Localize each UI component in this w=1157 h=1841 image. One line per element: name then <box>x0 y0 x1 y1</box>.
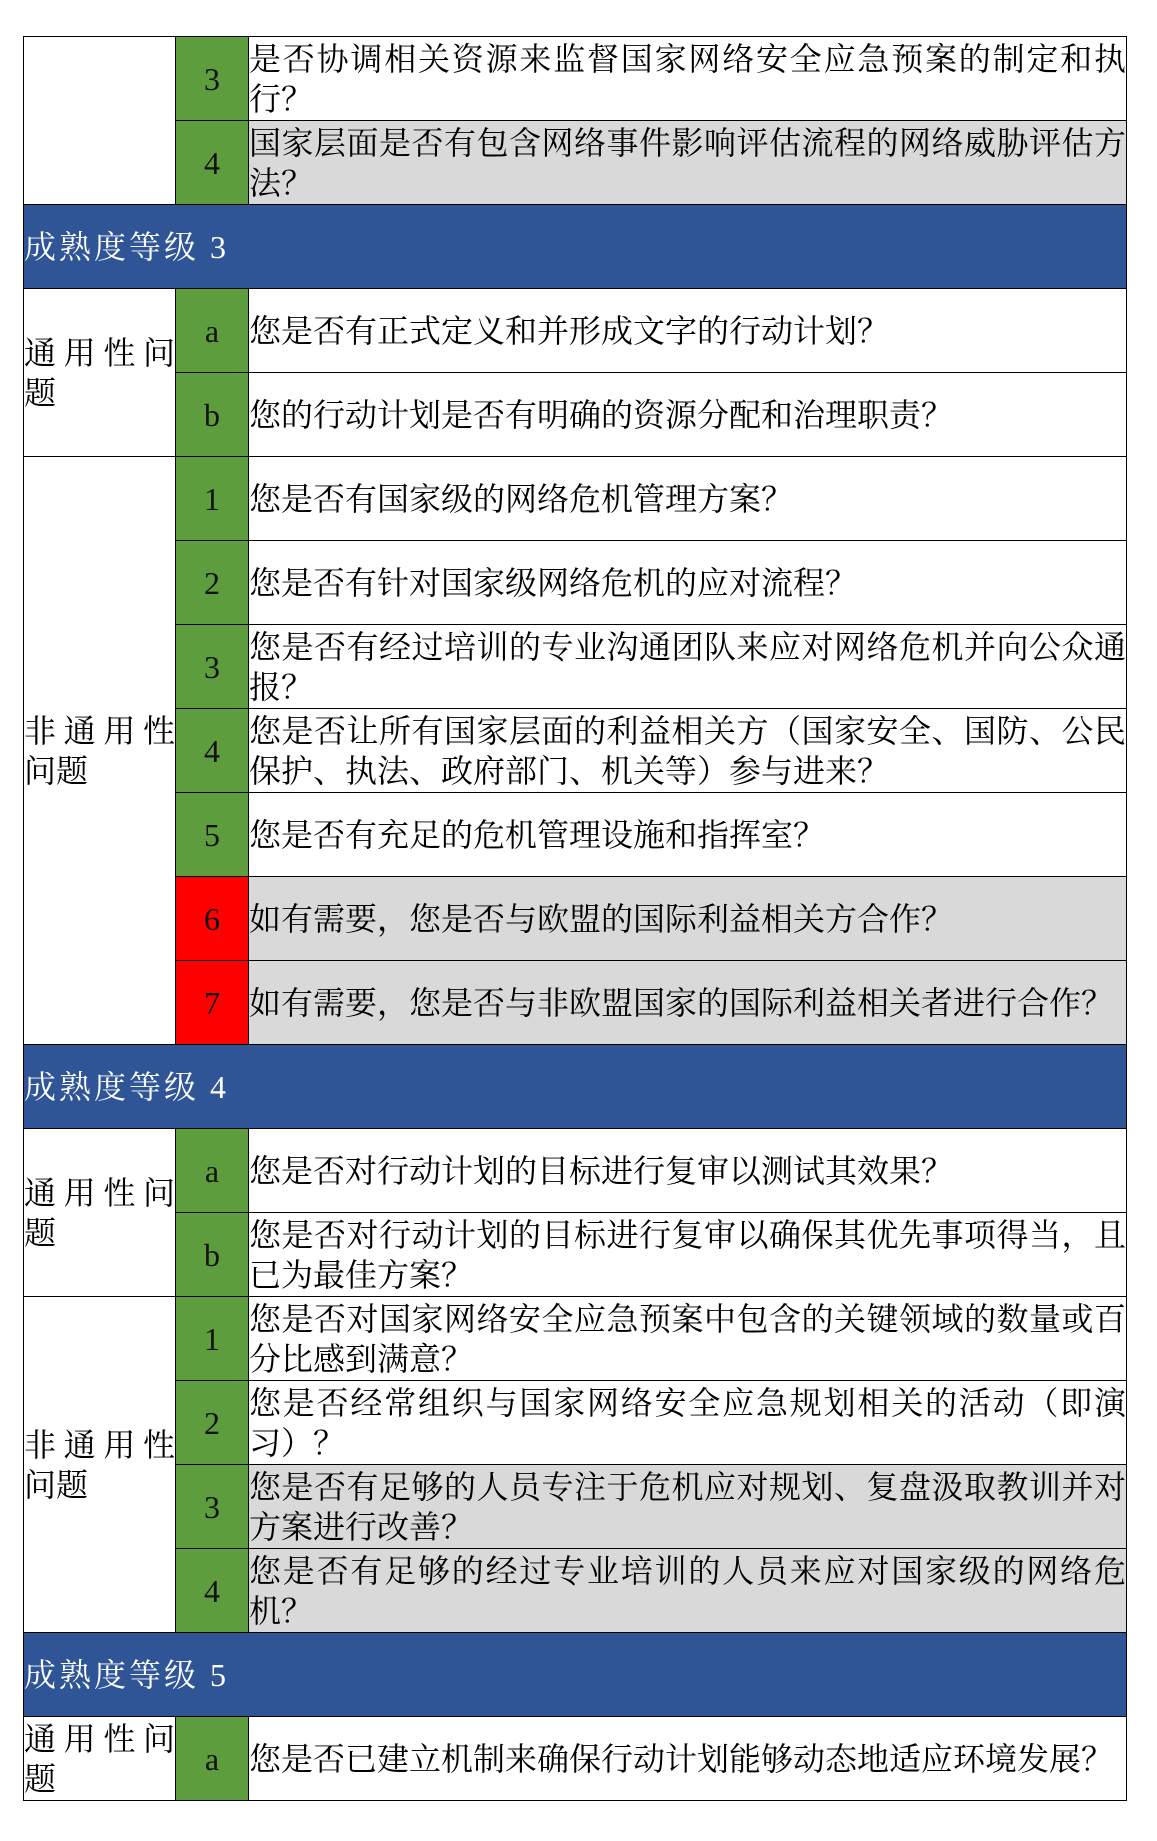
question-row <box>24 1465 1127 1549</box>
question-row <box>24 373 1127 457</box>
question-text: 您是否有经过培训的专业沟通团队来应对网络危机并向公众通报？ <box>249 625 1127 709</box>
question-text: 您是否有足够的经过专业培训的人员来应对国家级的网络危机？ <box>249 1549 1127 1633</box>
question-number: 5 <box>176 793 249 877</box>
question-text: 您是否有正式定义和并形成文字的行动计划？ <box>249 289 1127 373</box>
level-header-row <box>24 205 1127 289</box>
question-row <box>24 1717 1127 1801</box>
question-number: 2 <box>176 541 249 625</box>
question-text: 您是否对行动计划的目标进行复审以确保其优先事项得当，且已为最佳方案？ <box>249 1213 1127 1297</box>
question-number: 1 <box>176 1297 249 1381</box>
question-text: 您是否对行动计划的目标进行复审以测试其效果？ <box>249 1129 1127 1213</box>
question-text: 您是否有国家级的网络危机管理方案？ <box>249 457 1127 541</box>
question-number: 1 <box>176 457 249 541</box>
question-row <box>24 457 1127 541</box>
question-number: 4 <box>176 121 249 205</box>
question-row <box>24 1549 1127 1633</box>
question-number: a <box>176 289 249 373</box>
question-row <box>24 709 1127 793</box>
general-questions-label: 通用性问题 <box>24 1717 176 1801</box>
question-text: 您的行动计划是否有明确的资源分配和治理职责？ <box>249 373 1127 457</box>
question-number: 3 <box>176 1465 249 1549</box>
question-number: b <box>176 373 249 457</box>
question-row <box>24 121 1127 205</box>
question-text: 是否协调相关资源来监督国家网络安全应急预案的制定和执行？ <box>249 37 1127 121</box>
question-text: 国家层面是否有包含网络事件影响评估流程的网络威胁评估方法？ <box>249 121 1127 205</box>
level-header-row <box>24 1045 1127 1129</box>
question-row <box>24 37 1127 121</box>
question-text: 您是否让所有国家层面的利益相关方（国家安全、国防、公民保护、执法、政府部门、机关等）参与进来？ <box>249 709 1127 793</box>
question-row <box>24 1381 1127 1465</box>
category-cell-continued <box>24 37 176 205</box>
question-number: b <box>176 1213 249 1297</box>
question-number: 2 <box>176 1381 249 1465</box>
question-row <box>24 1297 1127 1381</box>
question-number: 7 <box>176 961 249 1045</box>
maturity-questionnaire-table <box>23 36 1127 1801</box>
question-row <box>24 877 1127 961</box>
question-number: 3 <box>176 625 249 709</box>
question-text: 您是否有针对国家级网络危机的应对流程？ <box>249 541 1127 625</box>
question-text: 您是否有充足的危机管理设施和指挥室？ <box>249 793 1127 877</box>
level-4-title: 成熟度等级 4 <box>24 1045 1127 1129</box>
question-row <box>24 1213 1127 1297</box>
question-number: a <box>176 1717 249 1801</box>
level-header-row <box>24 1633 1127 1717</box>
question-number: a <box>176 1129 249 1213</box>
specific-questions-label: 非通用性问题 <box>24 457 176 1045</box>
level-5-title: 成熟度等级 5 <box>24 1633 1127 1717</box>
question-number: 6 <box>176 877 249 961</box>
question-number: 4 <box>176 1549 249 1633</box>
question-row <box>24 961 1127 1045</box>
general-questions-label: 通用性问题 <box>24 1129 176 1297</box>
question-text: 如有需要，您是否与非欧盟国家的国际利益相关者进行合作？ <box>249 961 1127 1045</box>
question-text: 如有需要，您是否与欧盟的国际利益相关方合作？ <box>249 877 1127 961</box>
general-questions-label: 通用性问题 <box>24 289 176 457</box>
question-row <box>24 1129 1127 1213</box>
question-row <box>24 625 1127 709</box>
question-number: 4 <box>176 709 249 793</box>
specific-questions-label: 非通用性问题 <box>24 1297 176 1633</box>
level-3-title: 成熟度等级 3 <box>24 205 1127 289</box>
question-text: 您是否已建立机制来确保行动计划能够动态地适应环境发展？ <box>249 1717 1127 1801</box>
question-number: 3 <box>176 37 249 121</box>
question-text: 您是否有足够的人员专注于危机应对规划、复盘汲取教训并对方案进行改善？ <box>249 1465 1127 1549</box>
question-row <box>24 793 1127 877</box>
question-text: 您是否对国家网络安全应急预案中包含的关键领域的数量或百分比感到满意？ <box>249 1297 1127 1381</box>
question-text: 您是否经常组织与国家网络安全应急规划相关的活动（即演习）？ <box>249 1381 1127 1465</box>
question-row <box>24 541 1127 625</box>
question-row <box>24 289 1127 373</box>
